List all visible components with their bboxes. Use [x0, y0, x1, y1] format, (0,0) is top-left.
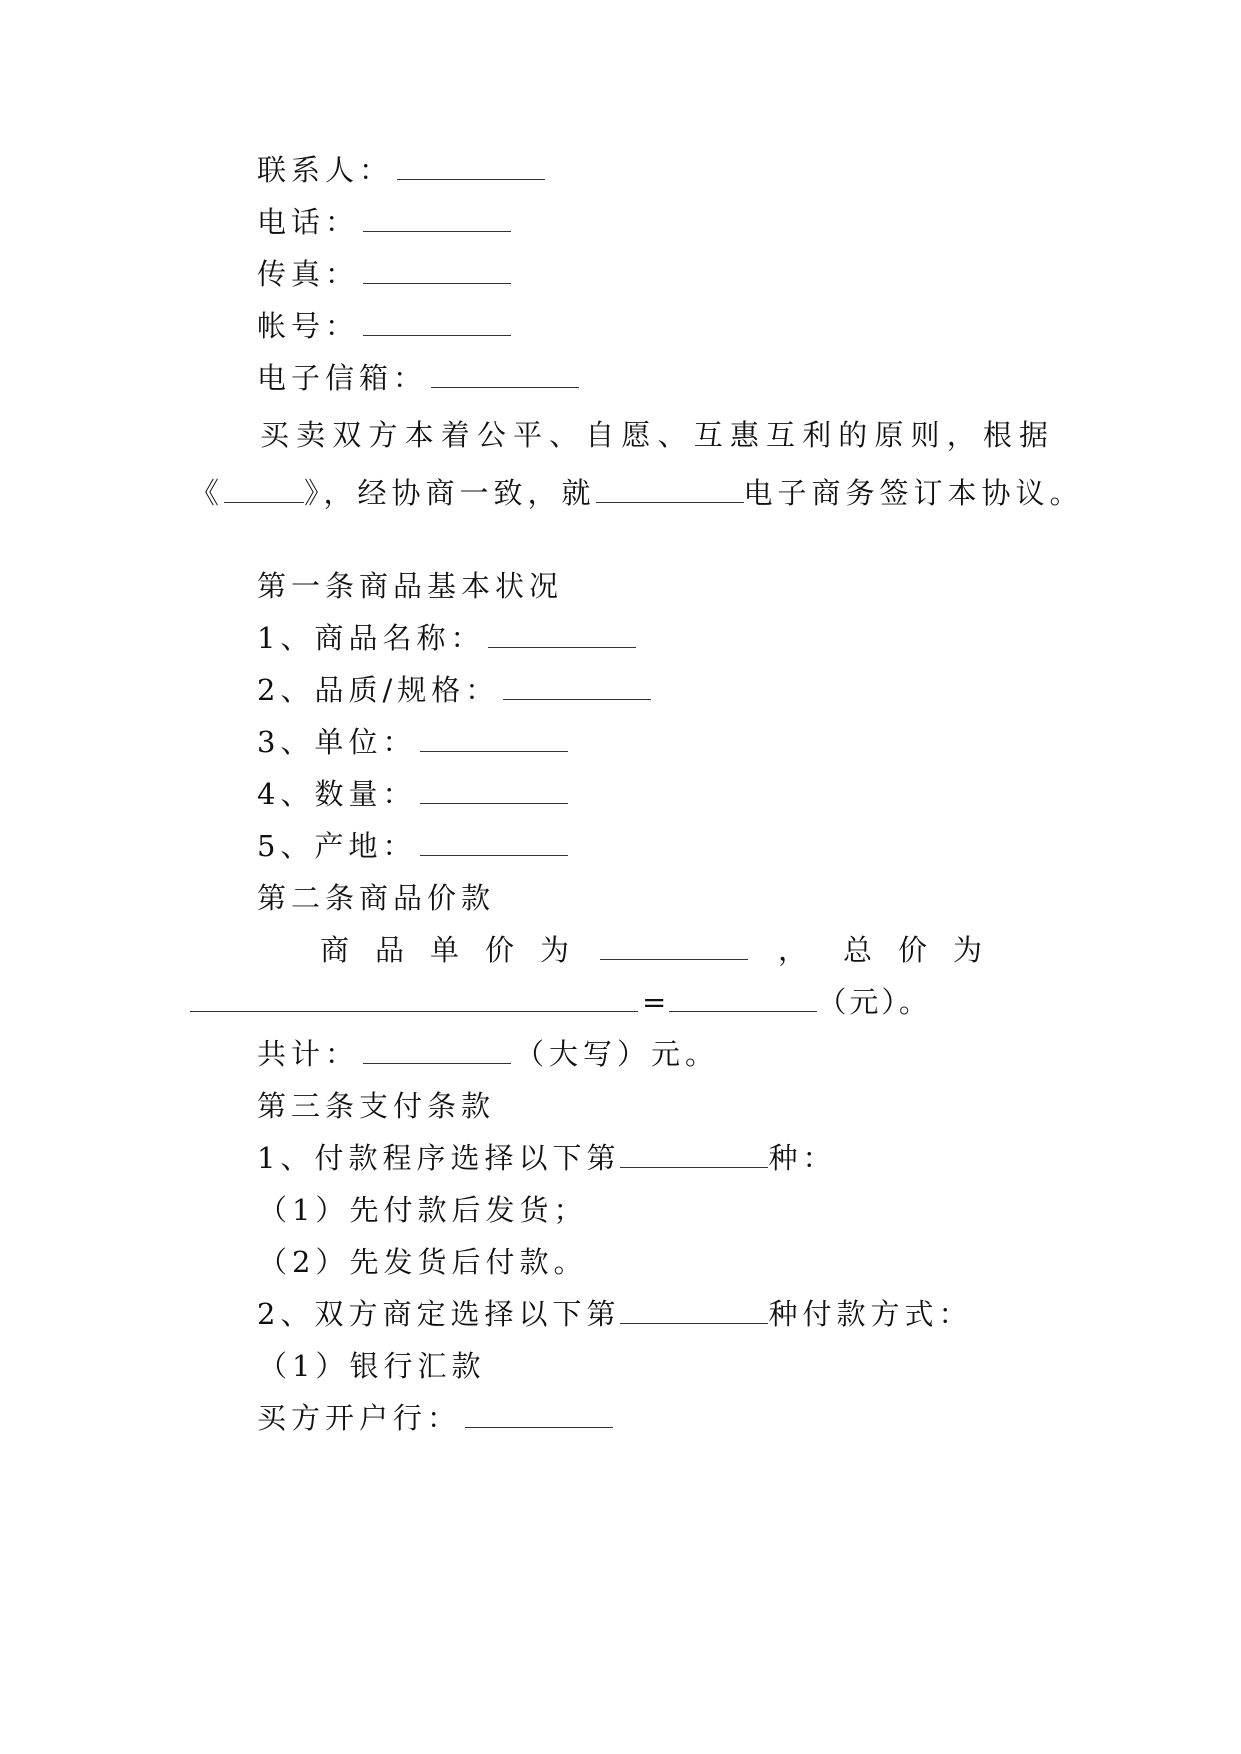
price-word: 为: [953, 933, 983, 967]
price-line-2: [190, 982, 931, 1022]
origin-blank: [420, 829, 568, 856]
item-label: 3、单位：: [257, 725, 417, 759]
product-name-blank: [488, 621, 636, 648]
price-word: 品: [375, 933, 405, 967]
article-3-item-2: [257, 1294, 972, 1334]
commerce-subject-blank: [596, 476, 744, 503]
price-word: 总: [843, 933, 873, 967]
total-tail: （大写）元。: [515, 1037, 720, 1071]
item-tail: 种付款方式：: [768, 1297, 973, 1331]
total-line: [257, 1034, 719, 1074]
phone-blank: [363, 205, 511, 232]
payment-option-1: （1）先付款后发货；: [258, 1193, 588, 1227]
article-3-title: 第三条支付条款: [257, 1089, 496, 1123]
price-equals: =: [642, 985, 670, 1019]
item-tail: 种：: [768, 1141, 837, 1175]
price-word: 价: [898, 933, 928, 967]
intro-line-2: [190, 464, 1084, 522]
quantity-blank: [420, 777, 568, 804]
price-word: 价: [485, 933, 515, 967]
article-1-item-1: [257, 618, 640, 658]
account-blank: [363, 309, 511, 336]
item-label: 4、数量：: [257, 777, 417, 811]
contact-person-blank: [397, 153, 545, 180]
price-line-1: [320, 930, 983, 970]
price-word: 商: [320, 933, 350, 967]
price-word: 单: [430, 933, 460, 967]
buyer-bank-label: 买方开户行：: [257, 1401, 462, 1435]
price-word: 为: [540, 933, 570, 967]
article-1-item-4: [257, 774, 572, 814]
article-1-item-3: [257, 722, 572, 762]
price-unit: （元）。: [817, 985, 931, 1019]
account-line: [257, 306, 515, 346]
intro-close-quote: 》，经协商一致，就: [304, 476, 596, 510]
item-label: 2、双方商定选择以下第: [257, 1297, 621, 1331]
article-1-title: 第一条商品基本状况: [257, 569, 564, 603]
article-1-item-5: [257, 826, 572, 866]
payment-method-blank: [620, 1297, 768, 1324]
email-line: [257, 358, 583, 398]
fax-line: [257, 254, 515, 294]
article-1-item-2: [257, 670, 655, 710]
phone-line: [257, 202, 515, 242]
buyer-bank-line: [257, 1398, 617, 1438]
total-price-formula-blank: [190, 985, 638, 1012]
item-label: 1、商品名称：: [257, 621, 485, 655]
law-name-blank: [224, 476, 304, 503]
fax-label: 传真：: [257, 257, 360, 291]
intro-line-1: 买卖双方本着公平、自愿、互惠互利的原则，根据: [260, 418, 1048, 452]
article-3-item-1: [257, 1138, 836, 1178]
unit-blank: [420, 725, 568, 752]
contact-person-label: 联系人：: [257, 153, 394, 187]
total-label: 共计：: [257, 1037, 360, 1071]
payment-option-2: （2）先发货后付款。: [258, 1245, 588, 1279]
email-label: 电子信箱：: [257, 361, 428, 395]
total-amount-blank: [363, 1037, 511, 1064]
item-label: 5、产地：: [257, 829, 417, 863]
article-2-title: 第二条商品价款: [257, 881, 496, 915]
item-label: 1、付款程序选择以下第: [257, 1141, 621, 1175]
price-comma: ，: [778, 933, 808, 967]
intro-tail: 电子商务签订本协议。: [743, 476, 1084, 510]
intro-paragraph: [190, 406, 1084, 522]
item-label: 2、品质/规格：: [257, 673, 500, 707]
buyer-bank-blank: [465, 1401, 613, 1428]
email-blank: [431, 361, 579, 388]
fax-blank: [363, 257, 511, 284]
unit-price-blank: [600, 933, 748, 960]
phone-label: 电话：: [257, 205, 360, 239]
quality-spec-blank: [503, 673, 651, 700]
payment-method-1: （1）银行汇款: [258, 1349, 486, 1383]
contact-person-line: [257, 150, 549, 190]
intro-open-quote: 《: [190, 476, 225, 510]
total-price-blank: [669, 985, 817, 1012]
payment-procedure-blank: [620, 1141, 768, 1168]
account-label: 帐号：: [257, 309, 360, 343]
